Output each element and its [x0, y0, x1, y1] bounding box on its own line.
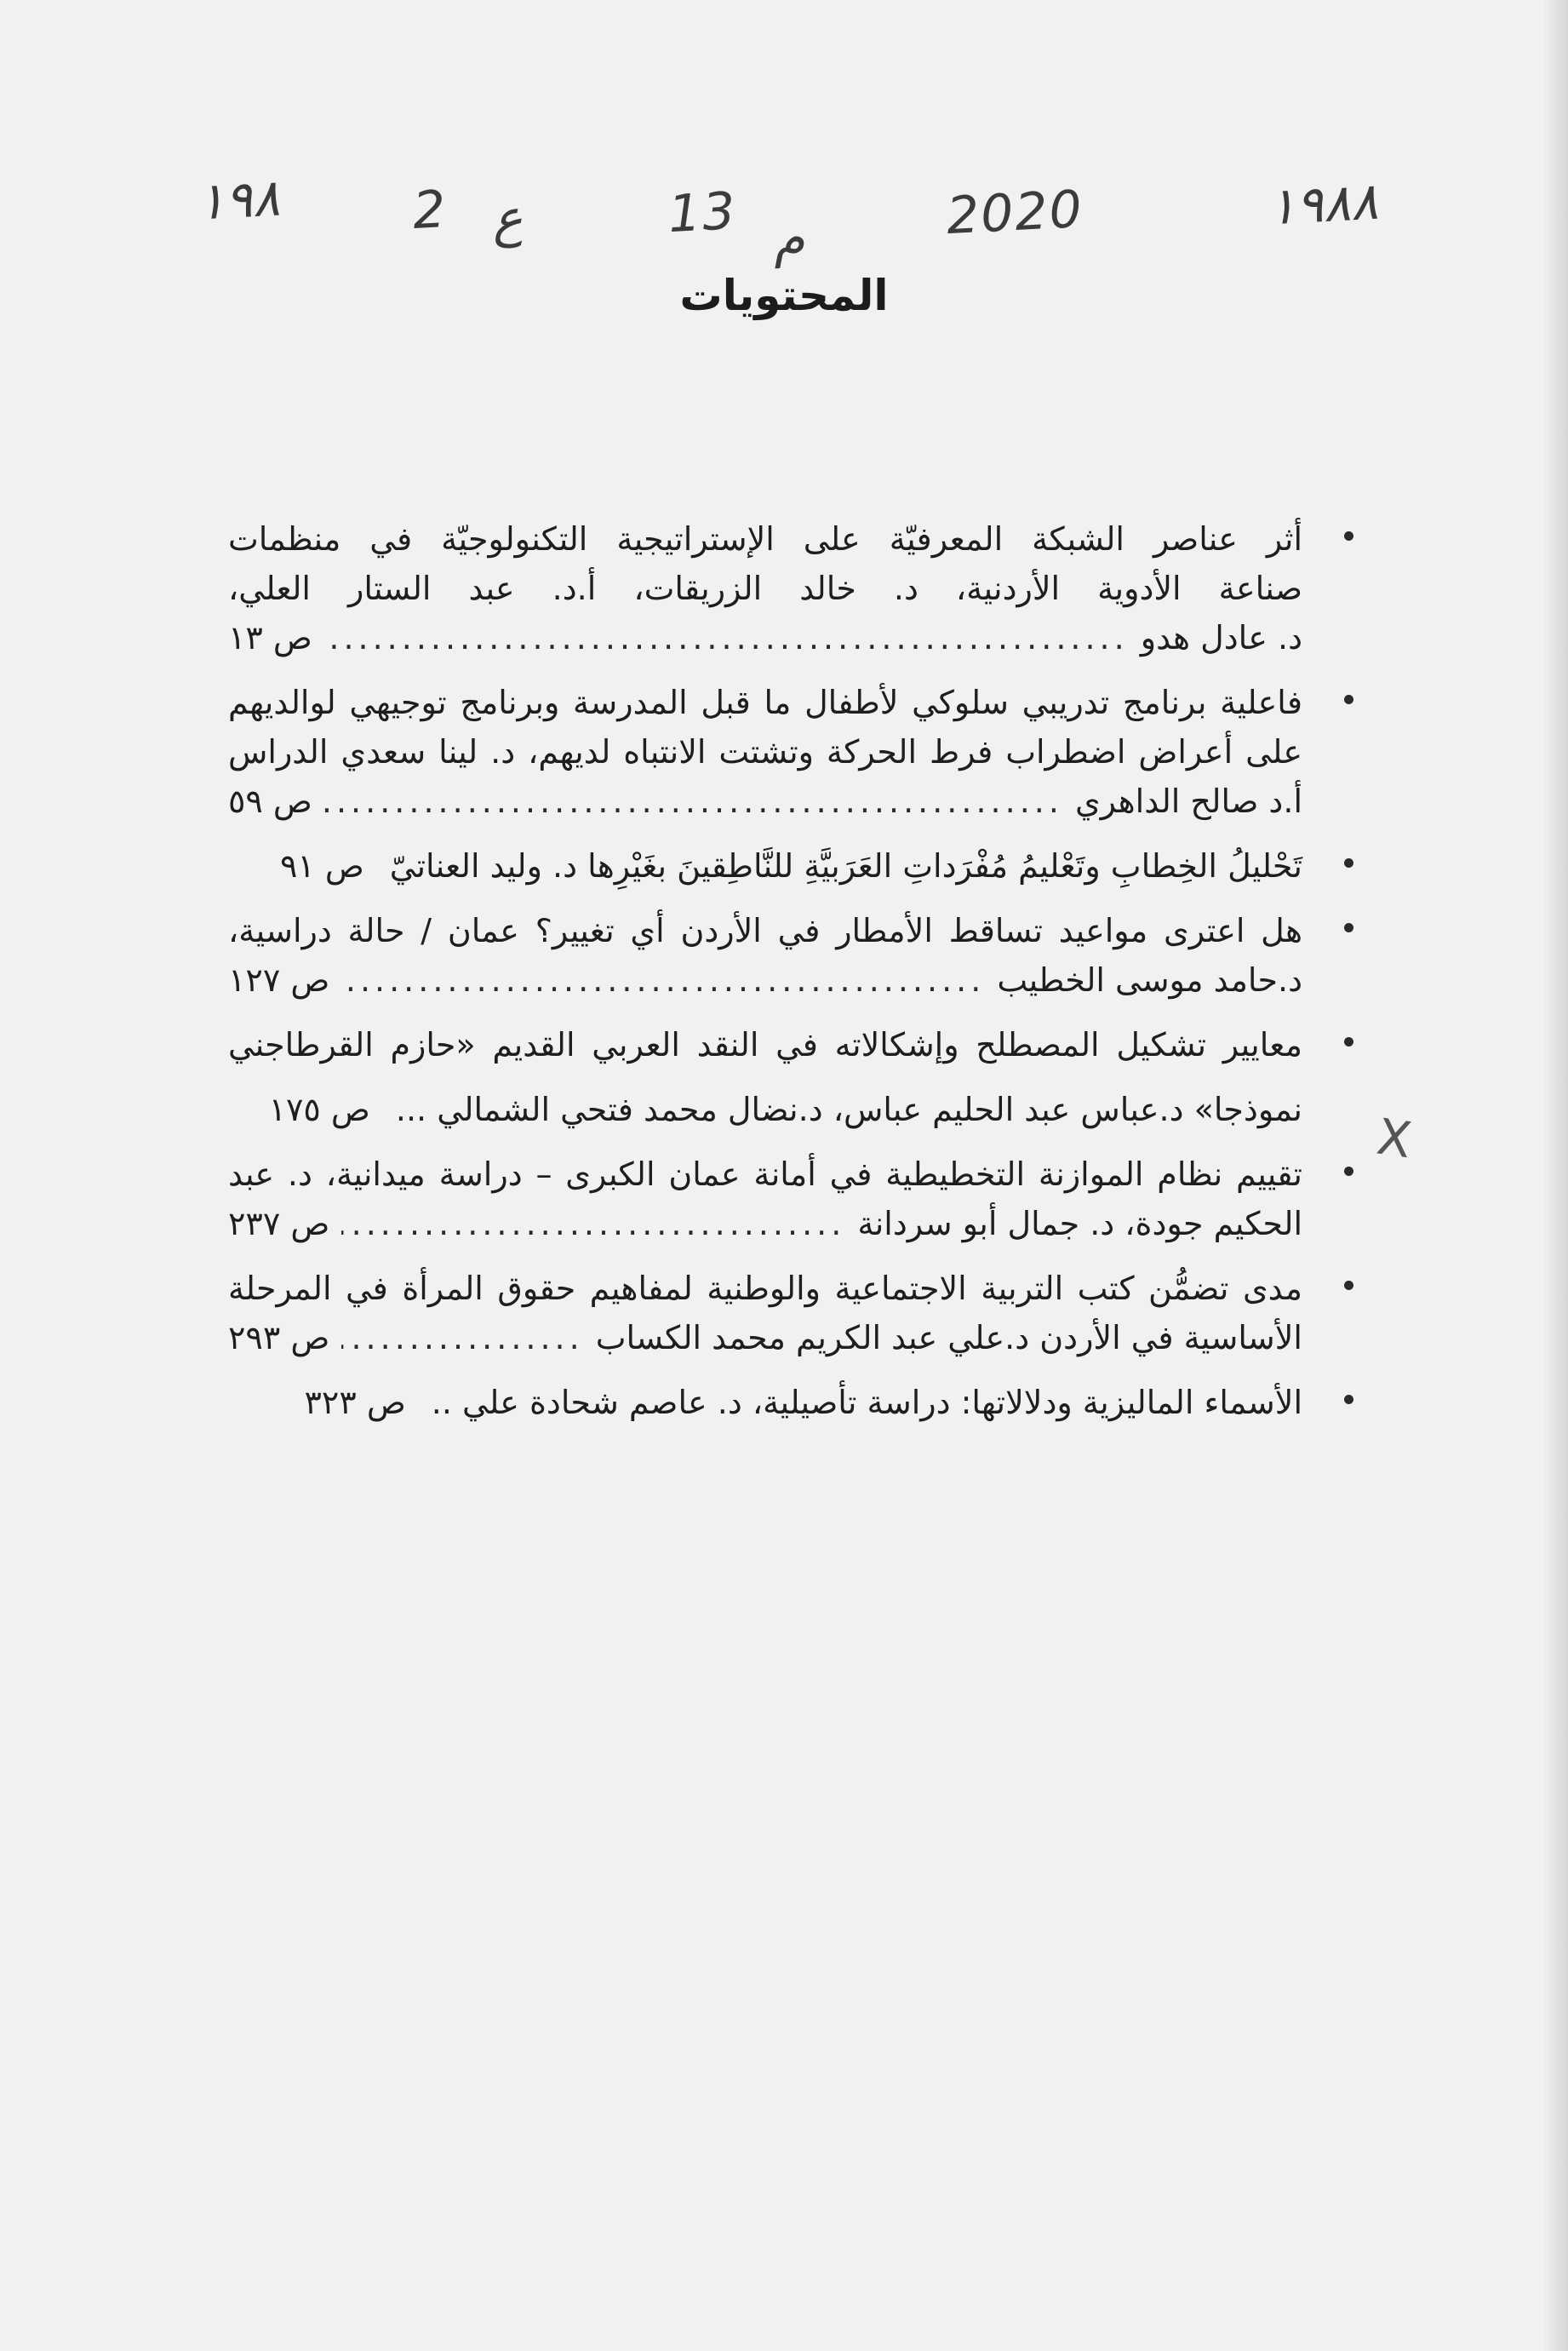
toc-entry-line: تقييم نظام الموازنة التخطيطية في أمانة عمان الكبرى – دراسة ميدانية، د. عبد [228, 1155, 1302, 1193]
toc-entry-author: أ.د صالح الداهري [1074, 783, 1302, 820]
bullet-icon [1344, 695, 1353, 704]
dot-leader [341, 1199, 845, 1248]
page-binding-edge [1544, 0, 1568, 2351]
bullet-icon [1344, 858, 1353, 868]
toc-entry-author: د. عادل هدو [1140, 619, 1302, 657]
toc-page-number: ص ٩١ [279, 847, 364, 885]
toc-entry-author: د.حامد موسى الخطيب [997, 961, 1302, 999]
toc-entry-line: فاعلية برنامج تدريبي سلوكي لأطفال ما قبل المدرسة وبرنامج توجيهي لوالديهم [228, 684, 1302, 721]
toc-page-number: ص ١٢٧ [228, 961, 330, 999]
bullet-icon [1344, 1167, 1353, 1176]
toc-entry-author: نموذجا» د.عباس عبد الحليم عباس، د.نضال محمد فتحي الشمالي ... [395, 1091, 1302, 1128]
bullet-icon [1344, 1395, 1353, 1404]
toc-entry-line: مدى تضمُّن كتب التربية الاجتماعية والوطنية لمفاهيم حقوق المرأة في المرحلة [228, 1270, 1302, 1307]
toc-page-number: ص ١٣ [228, 619, 312, 657]
table-of-contents [228, 514, 1353, 1442]
bullet-icon [1344, 923, 1353, 932]
toc-entry[interactable] [228, 841, 1353, 906]
toc-entry-last-line [228, 955, 1302, 1005]
dot-leader [341, 955, 985, 1005]
toc-entry[interactable] [228, 1020, 1353, 1150]
toc-entry-author: الحكيم جودة، د. جمال أبو سردانة [857, 1205, 1302, 1242]
toc-entry[interactable] [228, 1264, 1353, 1378]
handnote-6: 2 [411, 179, 449, 242]
toc-entry-last-line [228, 1378, 1302, 1427]
toc-entry-last-line [228, 1313, 1302, 1362]
handnote-2: 2020 [945, 179, 1085, 247]
handnote-4: 13 [667, 181, 739, 245]
toc-entry[interactable] [228, 678, 1353, 841]
toc-entry[interactable] [228, 1150, 1353, 1264]
toc-entry-line: أثر عناصر الشبكة المعرفيّة على الإستراتيجية التكنولوجيّة في منظمات [228, 520, 1302, 558]
toc-page-number: ص ١٧٥ [268, 1091, 370, 1128]
toc-entry-last-line [228, 613, 1302, 662]
handnote-7: ١٩٨ [196, 168, 282, 232]
toc-entry-line: معايير تشكيل المصطلح وإشكالاته في النقد العربي القديم «حازم القرطاجني [228, 1026, 1302, 1064]
toc-entry[interactable] [228, 514, 1353, 678]
dot-leader [324, 777, 1063, 826]
toc-entry-author: الأسماء الماليزية ودلالاتها: دراسة تأصيلية، د. عاصم شحادة علي .. [431, 1384, 1302, 1421]
handnote-5: ع [490, 188, 524, 249]
toc-entry-last-line [228, 841, 1302, 891]
handnote-3: م [771, 208, 806, 269]
dot-leader [324, 613, 1129, 662]
toc-page-number: ص ٢٣٧ [228, 1205, 330, 1242]
bullet-icon [1344, 1037, 1353, 1046]
toc-entry[interactable] [228, 1378, 1353, 1442]
bullet-icon [1344, 1281, 1353, 1290]
toc-page-number: ص ٢٩٣ [228, 1319, 330, 1356]
toc-entry-last-line [228, 1085, 1302, 1134]
toc-entry-author: الأساسية في الأردن د.علي عبد الكريم محمد الكساب [595, 1319, 1302, 1356]
toc-entry-last-line [228, 1199, 1302, 1248]
toc-entry-last-line [228, 777, 1302, 826]
toc-entry-line: صناعة الأدوية الأردنية، د. خالد الزريقات، أ.د. عبد الستار العلي، [228, 570, 1302, 607]
handnote-1: ١٩٨٨ [1267, 171, 1380, 238]
page-title: المحتويات [679, 271, 889, 320]
toc-entry-author: تَحْليلُ الخِطابِ وتَعْليمُ مُفْرَداتِ العَرَبيَّةِ للنَّاطِقينَ بغَيْرِها د. وليد العناتيّ [389, 847, 1302, 885]
dot-leader [341, 1313, 583, 1362]
toc-entry[interactable] [228, 906, 1353, 1020]
margin-x-mark: X [1373, 1107, 1416, 1170]
toc-entry-line: على أعراض اضطراب فرط الحركة وتشتت الانتباه لديهم، د. لينا سعدي الدراس [228, 733, 1302, 771]
toc-page-number: ص ٣٢٣ [304, 1384, 406, 1421]
toc-entry-line: هل اعترى مواعيد تساقط الأمطار في الأردن أي تغيير؟ عمان / حالة دراسية، [228, 912, 1302, 949]
toc-page-number: ص ٥٩ [228, 783, 312, 820]
bullet-icon [1344, 531, 1353, 541]
